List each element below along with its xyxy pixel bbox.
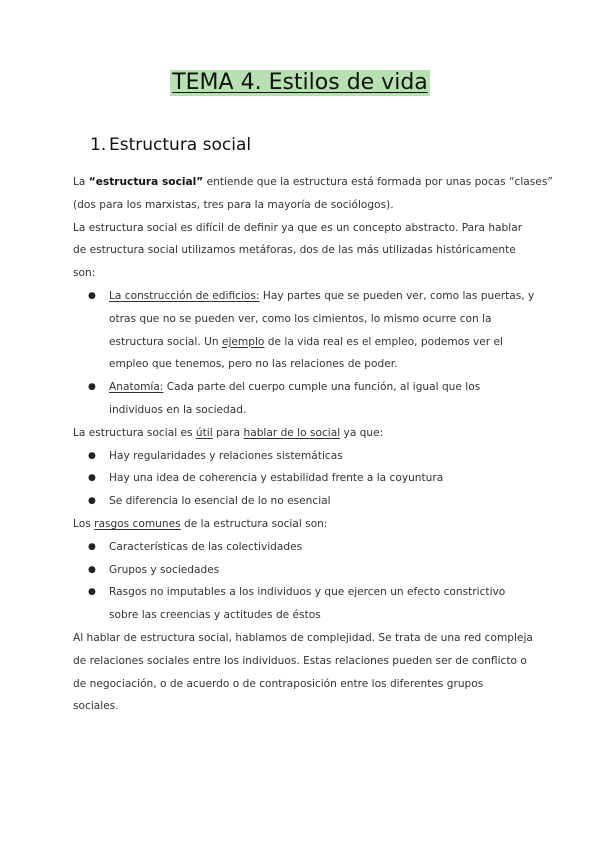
underlined-term: hablar de lo social xyxy=(243,426,341,439)
text-run: Cada parte del cuerpo cumple una función, al igual que los xyxy=(163,381,481,394)
list-item xyxy=(73,445,533,468)
list-item-continuation: empleo que tenemos, pero no las relaciones de poder. xyxy=(109,358,398,371)
text-run: Los xyxy=(73,517,95,530)
bold-term: “estructura social” xyxy=(88,176,204,188)
list-item-text: Rasgos no imputables a los individuos y que ejercen un efecto constrictivo xyxy=(109,586,506,599)
paragraph-line: Al hablar de estructura social, hablamos de complejidad. Se trata de una red compleja xyxy=(73,631,533,644)
text-run: de la vida real es el empleo, podemos ver el xyxy=(264,335,504,348)
bullet-icon: ● xyxy=(88,450,96,461)
list-item xyxy=(73,559,533,582)
paragraph-line: (dos para los marxistas, tres para la mayoría de sociólogos). xyxy=(73,198,394,211)
bullet-icon: ● xyxy=(88,473,96,484)
document-body xyxy=(73,171,553,718)
text-run: para xyxy=(212,426,244,439)
bullet-icon: ● xyxy=(88,382,96,393)
list-item xyxy=(73,490,533,513)
list-item xyxy=(73,467,533,490)
paragraph-line: de estructura social utilizamos metáforas, dos de las más utilizadas históricamente xyxy=(73,244,516,257)
paragraph-line: sociales. xyxy=(73,700,119,713)
text-run: de la estructura social son: xyxy=(180,517,328,530)
list-item-text: Hay regularidades y relaciones sistemáticas xyxy=(109,449,343,462)
underlined-term: Anatomía: xyxy=(109,381,164,394)
bullet-icon: ● xyxy=(88,587,96,598)
bullet-icon: ● xyxy=(88,541,96,552)
list-item-edificios xyxy=(73,285,533,308)
bullet-icon: ● xyxy=(88,564,96,575)
list-item-continuation: individuos en la sociedad. xyxy=(109,403,247,416)
underlined-term: útil xyxy=(195,426,213,439)
list-item-text: Características de las colectividades xyxy=(109,540,303,553)
list-item-text: Se diferencia lo esencial de lo no esencial xyxy=(109,495,331,508)
text-run: La xyxy=(73,176,89,188)
paragraph-line: son: xyxy=(73,267,96,280)
text-run: La estructura social es xyxy=(73,426,196,439)
list-item-anatomia xyxy=(73,376,533,399)
paragraph-line: de negociación, o de acuerdo o de contraposición entre los diferentes grupos xyxy=(73,677,484,690)
list-item-continuation: otras que no se pueden ver, como los cimientos, lo mismo ocurre con la xyxy=(109,312,492,325)
bullet-icon: ● xyxy=(88,496,96,507)
paragraph-line xyxy=(73,171,553,194)
text-run: ya que: xyxy=(340,426,384,439)
list-item xyxy=(73,536,533,559)
underlined-term: La construcción de edificios: xyxy=(109,289,260,302)
text-run: entiende que la estructura está formada por unas pocas “clases” xyxy=(203,176,553,188)
paragraph-line: de relaciones sociales entre los individuos. Estas relaciones pueden ser de conflicto o xyxy=(73,654,527,667)
title-container xyxy=(0,70,600,96)
list-item-text: Grupos y sociedades xyxy=(109,563,220,576)
paragraph-line: La estructura social es difícil de definir ya que es un concepto abstracto. Para hablar xyxy=(73,221,523,234)
text-run: Hay partes que se pueden ver, como las puertas, y xyxy=(259,289,535,302)
section-number: 1. xyxy=(90,135,107,155)
page-title: TEMA 4. Estilos de vida xyxy=(172,70,428,95)
text-run: estructura social. Un xyxy=(109,335,222,348)
paragraph-line xyxy=(73,422,533,445)
bullet-icon: ● xyxy=(88,290,96,301)
section-title: Estructura social xyxy=(109,135,252,155)
list-item xyxy=(73,581,533,604)
underlined-term: ejemplo xyxy=(221,335,265,348)
section-heading xyxy=(90,134,251,156)
list-item-text: Hay una idea de coherencia y estabilidad frente a la coyuntura xyxy=(109,472,444,485)
paragraph-line xyxy=(73,513,533,536)
list-item-continuation: sobre las creencias y actitudes de éstos xyxy=(109,609,321,622)
list-item-continuation xyxy=(73,331,533,354)
underlined-term: rasgos comunes xyxy=(94,517,181,530)
